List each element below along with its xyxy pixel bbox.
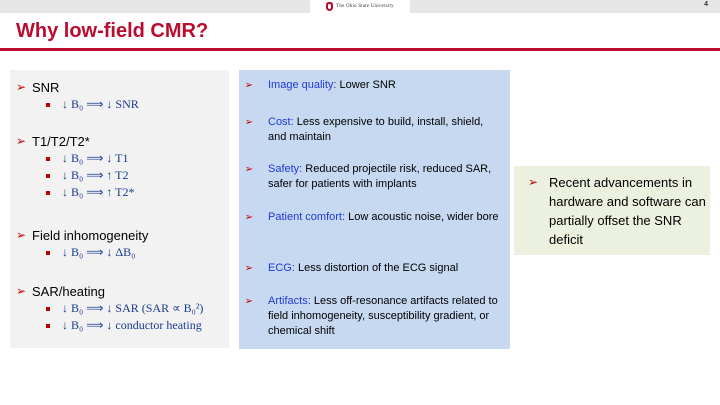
section-heading: SNR [32, 79, 60, 95]
arrowhead-icon: ➢ [244, 117, 254, 128]
square-bullet-icon [46, 251, 50, 255]
block-o-icon [326, 2, 333, 11]
middle-panel [239, 70, 510, 349]
item-label: Artifacts: [268, 295, 311, 307]
section-heading: Field inhomogeneity [32, 227, 149, 243]
section-heading: SAR/heating [32, 283, 105, 299]
item-text: Less expensive to build, install, shield, and maintain [268, 116, 484, 143]
square-bullet-icon [46, 157, 50, 161]
university-logo [310, 0, 410, 13]
square-bullet-icon [46, 307, 50, 311]
sub-item: ↓ B₀ ⟹ ↓ T1 [62, 151, 129, 165]
square-bullet-icon [46, 174, 50, 178]
title-divider [0, 48, 720, 51]
item-text: Less distortion of the ECG signal [294, 262, 459, 274]
sub-item: ↓ B₀ ⟹ ↓ SAR (SAR ∝ B₀²) [62, 301, 204, 315]
section-heading: T1/T2/T2* [32, 133, 90, 149]
header-bar [0, 0, 720, 13]
sub-item: ↓ B₀ ⟹ ↑ T2 [62, 168, 129, 182]
section-snr [10, 78, 229, 113]
sub-item: ↓ B₀ ⟹ ↓ ΔB₀ [62, 245, 136, 259]
section-sar-heating [10, 282, 229, 334]
item-label: Patient comfort: [268, 211, 346, 223]
arrowhead-icon: ➢ [244, 296, 254, 307]
item-label: ECG: [268, 262, 295, 274]
left-panel [10, 70, 229, 348]
sub-item: ↓ B₀ ⟹ ↓ SNR [62, 97, 139, 111]
arrowhead-icon: ➢ [244, 80, 254, 91]
slide-number: 4 [704, 1, 708, 8]
item-text: Less off-resonance artifacts related to field inhomogeneity, susceptibility gradient, or chemical shift [268, 295, 498, 337]
arrowhead-icon: ➢ [527, 175, 539, 189]
arrowhead-icon: ➢ [244, 212, 254, 223]
conclusion-text: Recent advancements in hardware and software can partially offset the SNR deficit [549, 175, 706, 247]
item-text: Lower SNR [336, 79, 396, 91]
sub-item: ↓ B₀ ⟹ ↓ conductor heating [62, 318, 202, 332]
item-label: Image quality: [268, 79, 337, 91]
arrowhead-icon: ➢ [15, 134, 27, 148]
arrowhead-icon: ➢ [15, 284, 27, 298]
item-label: Safety: [268, 163, 303, 175]
square-bullet-icon [46, 103, 50, 107]
arrowhead-icon: ➢ [244, 164, 254, 175]
university-name: The Ohio State University [336, 4, 394, 9]
slide-title: Why low-field CMR? [16, 20, 209, 42]
arrowhead-icon: ➢ [244, 263, 254, 274]
item-label: Cost: [268, 116, 294, 128]
arrowhead-icon: ➢ [15, 80, 27, 94]
arrowhead-icon: ➢ [15, 228, 27, 242]
item-text: Reduced projectile risk, reduced SAR, safer for patients with implants [268, 163, 492, 190]
square-bullet-icon [46, 191, 50, 195]
section-relaxation [10, 132, 229, 201]
section-field-inhomogeneity [10, 226, 229, 261]
square-bullet-icon [46, 324, 50, 328]
right-panel [514, 166, 710, 255]
sub-item: ↓ B₀ ⟹ ↑ T2* [62, 185, 135, 199]
item-text: Low acoustic noise, wider bore [345, 211, 499, 223]
